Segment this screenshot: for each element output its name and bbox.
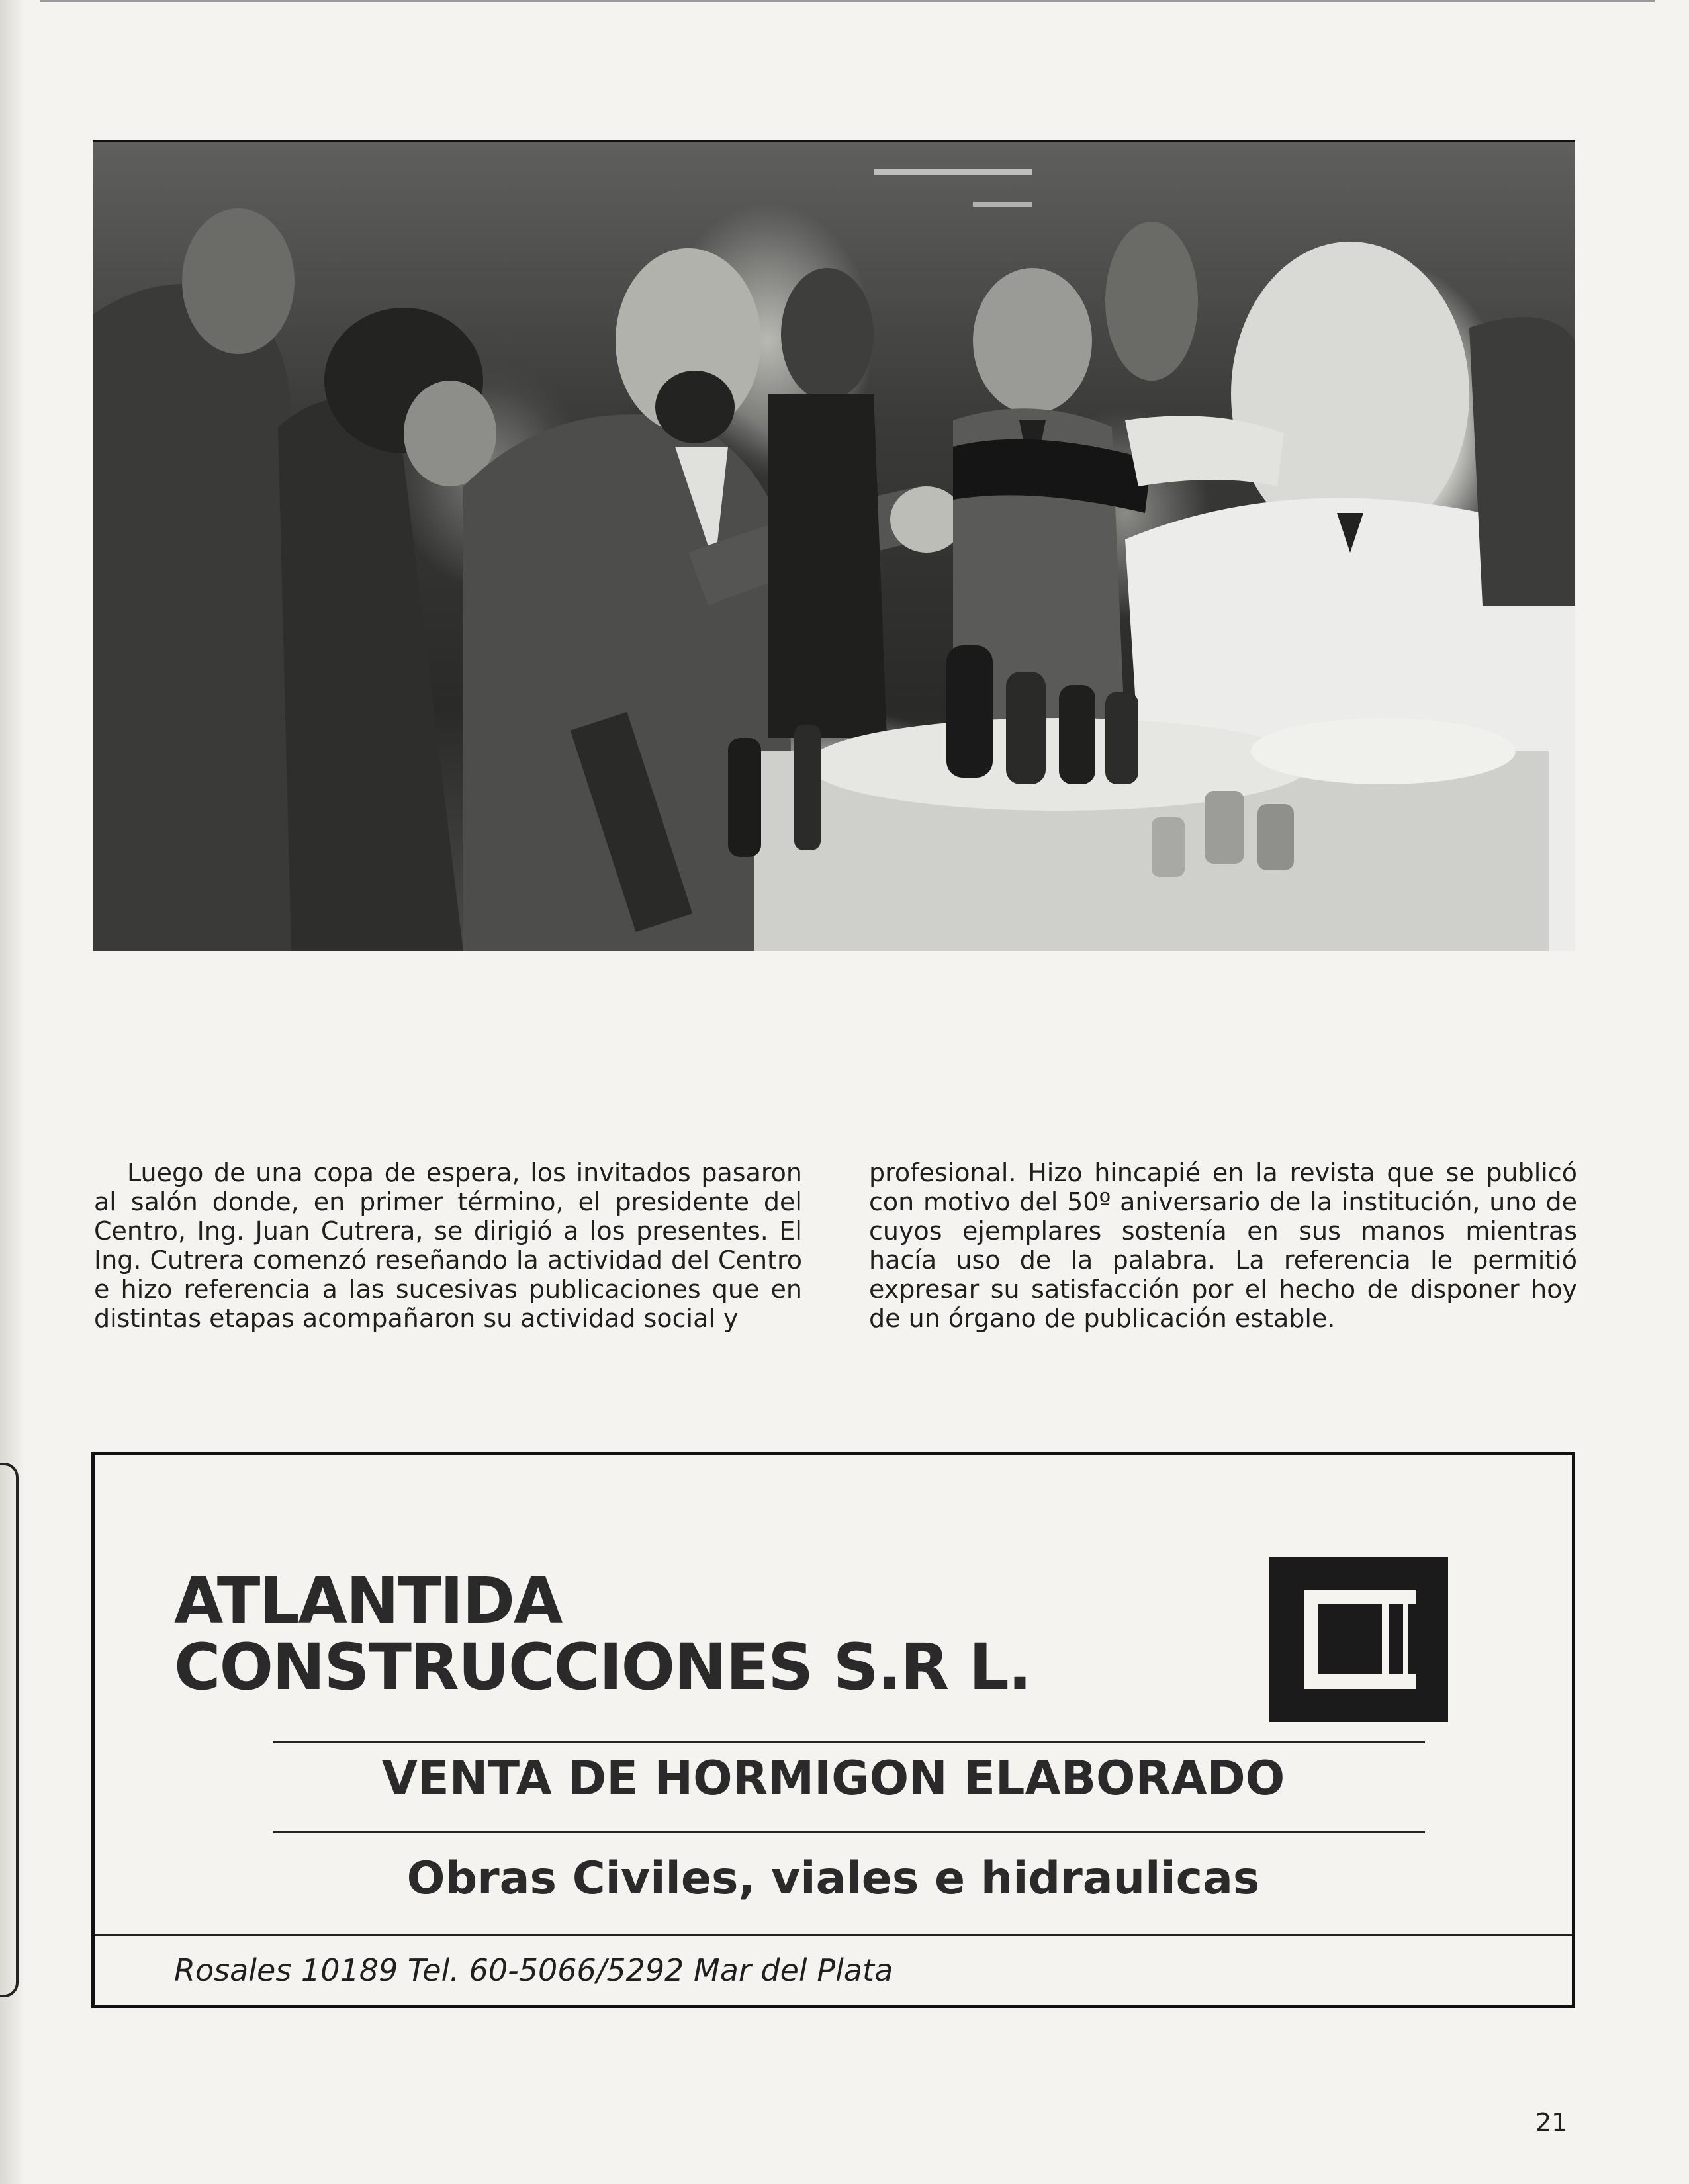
ad-company-line1: ATLANTIDA	[174, 1564, 562, 1638]
ad-company-line2: CONSTRUCCIONES S.R L.	[174, 1630, 1031, 1704]
advertisement-box	[91, 1452, 1575, 2008]
ad-product-line: VENTA DE HORMIGON ELABORADO	[381, 1751, 1285, 1805]
ad-company-name	[174, 1564, 1031, 1704]
page-number: 21	[1535, 2108, 1568, 2137]
article-column-left	[94, 1158, 802, 1333]
ad-address-line: Rosales 10189 Tel. 60-5066/5292 Mar del Plata	[174, 1952, 893, 1988]
binding-tab	[0, 1463, 19, 1997]
reception-photo	[93, 140, 1575, 951]
reception-photo-figures	[93, 142, 1575, 951]
article-paragraph-continued: profesional. Hizo hincapié en la revista que se publicó con motivo del 50º aniversario de la institución, uno de cuyos ejemplares sostenía en sus manos mientras hacía uso de la palabra. La referencia le permitió expresar su satisfacción por el hecho de disponer hoy de un órgano de publicación estable.	[869, 1158, 1577, 1333]
company-logo-icon	[1269, 1557, 1448, 1722]
ad-divider-bottom	[95, 1934, 1572, 1936]
article-column-right	[869, 1158, 1577, 1333]
page-top-edge	[40, 0, 1655, 2]
ad-divider-top	[273, 1741, 1425, 1743]
article-paragraph: Luego de una copa de espera, los invitados pasaron al salón donde, en primer término, el presidente del Centro, Ing. Juan Cutrera, se dirigió a los presentes. El Ing. Cutrera comenzó reseñando la actividad del Centro e hizo referencia a las sucesivas publicaciones que en distintas etapas acompañaron su actividad social y	[94, 1158, 802, 1333]
ad-services-line: Obras Civiles, viales e hidraulicas	[406, 1852, 1260, 1905]
ad-divider-middle	[273, 1831, 1425, 1833]
